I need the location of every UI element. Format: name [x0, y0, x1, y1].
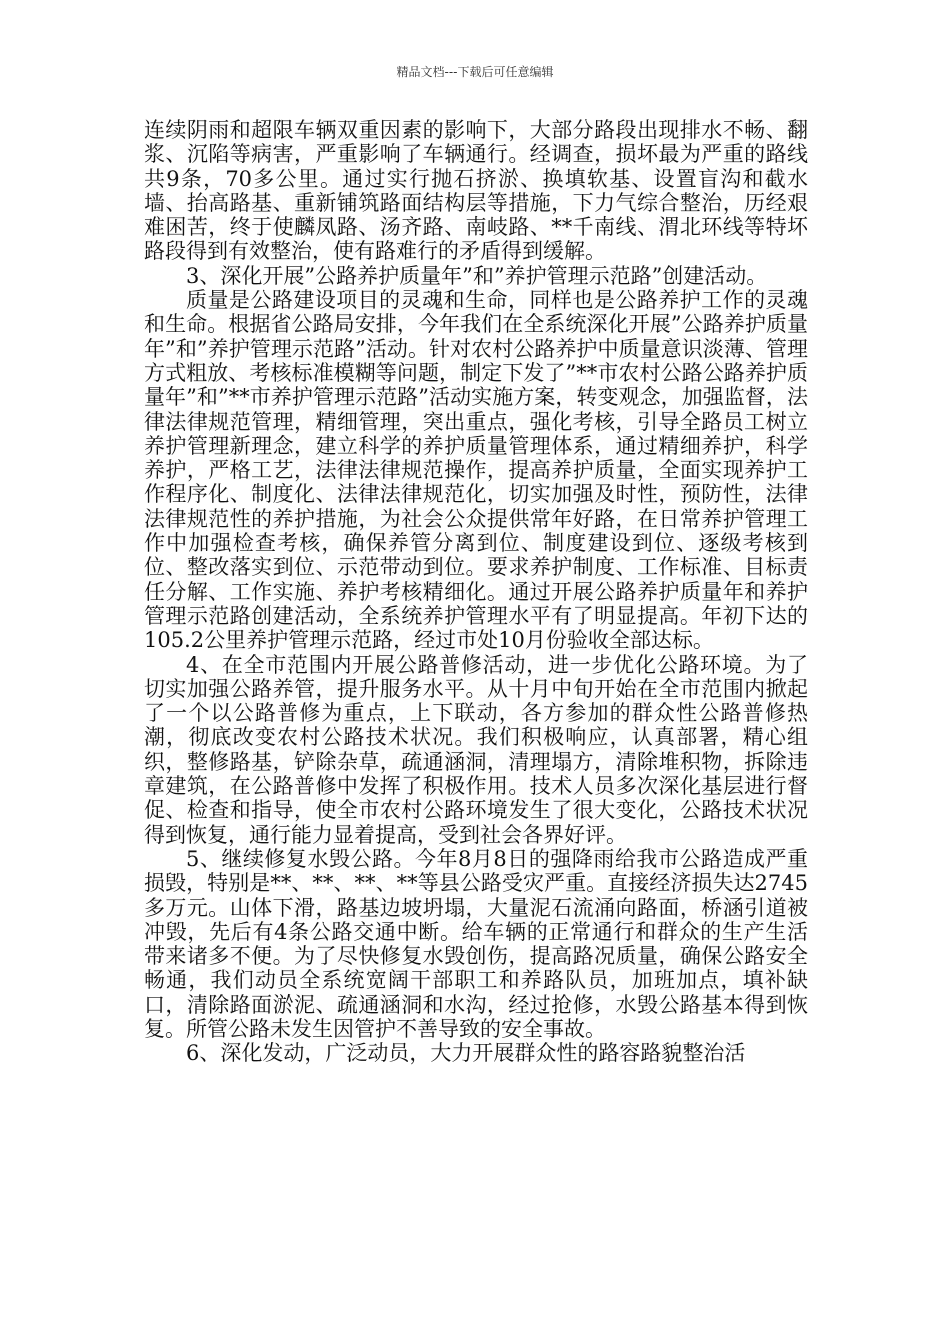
paragraph-item-5: 5、继续修复水毁公路。今年8月8日的强降雨给我市公路造成严重损毁，特别是**、**、**、**等县公路受灾严重。直接经济损失达2745多万元。山体下滑，路基边坡坍塌，大量泥石流涌向路面，桥涵引道被冲毁，先后有4条公路交通中断。给车辆的正常通行和群众的生产生活带来诸多不便。为了尽快修复水毁创伤，提高路况质量，确保公路安全畅通，我们动员全系统宽阔干部职工和养路队员，加班加点，填补缺口，清除路面淤泥、疏通涵洞和水沟，经过抢修，水毁公路基本得到恢复。所管公路未发生因管护不善导致的安全事故。 [144, 846, 808, 1041]
paragraph-item-4: 4、在全市范围内开展公路普修活动，进一步优化公路环境。为了切实加强公路养管，提升服务水平。从十月中旬开始在全市范围内掀起了一个以公路普修为重点，上下联动，各方参加的群众性公路普修热潮，彻底改变农村公路技术状况。我们积极响应，认真部署，精心组织，整修路基，铲除杂草，疏通涵洞，清理塌方，清除堆积物，拆除违章建筑，在公路普修中发挥了积极作用。技术人员多次深化基层进行督促、检查和指导，使全市农村公路环境发生了很大变化，公路技术状况得到恢复，通行能力显着提高，受到社会各界好评。 [144, 652, 808, 847]
paragraph-item-3-heading: 3、深化开展”公路养护质量年”和”养护管理示范路”创建活动。 [186, 263, 768, 288]
page-header: 精品文档---下载后可任意编辑 [396, 65, 554, 79]
paragraph-item-6: 6、深化发动，广泛动员，大力开展群众性的路容路貌整治活 [186, 1041, 746, 1066]
document-body [144, 118, 808, 1066]
paragraph-continuation: 连续阴雨和超限车辆双重因素的影响下，大部分路段出现排水不畅、翻浆、沉陷等病害，严重影响了车辆通行。经调查，损坏最为严重的路线共9条，70多公里。通过实行抛石挤淤、换填软基、设置盲沟和截水墙、抬高路基、重新铺筑路面结构层等措施，下力气综合整治，历经艰难困苦，终于使麟凤路、汤齐路、南岐路、**千南线、渭北环线等特坏路段得到有效整治，使有路难行的矛盾得到缓解。 [144, 118, 808, 264]
paragraph-quality: 质量是公路建设项目的灵魂和生命，同样也是公路养护工作的灵魂和生命。根据省公路局安排，今年我们在全系统深化开展”公路养护质量年”和”养护管理示范路”活动。针对农村公路养护中质量意识淡薄、管理方式粗放、考核标准模糊等问题，制定下发了”**市农村公路公路养护质量年”和”**市养护管理示范路”活动实施方案，转变观念，加强监督，法律法律规范管理，精细管理，突出重点，强化考核，引导全路员工树立养护管理新理念，建立科学的养护质量管理体系，通过精细养护，科学养护，严格工艺，法律法律规范操作，提高养护质量，全面实现养护工作程序化、制度化、法律法律规范化，切实加强及时性，预防性，法律法律规范性的养护措施，为社会公众提供常年好路，在日常养护管理工作中加强检查考核，确保养管分离到位、制度建设到位、逐级考核到位、整改落实到位、示范带动到位。要求养护制度、工作标准、目标责任分解、工作实施、养护考核精细化。通过开展公路养护质量年和养护管理示范路创建活动，全系统养护管理水平有了明显提高。年初下达的105.2公里养护管理示范路，经过市处10月份验收全部达标。 [144, 288, 808, 653]
